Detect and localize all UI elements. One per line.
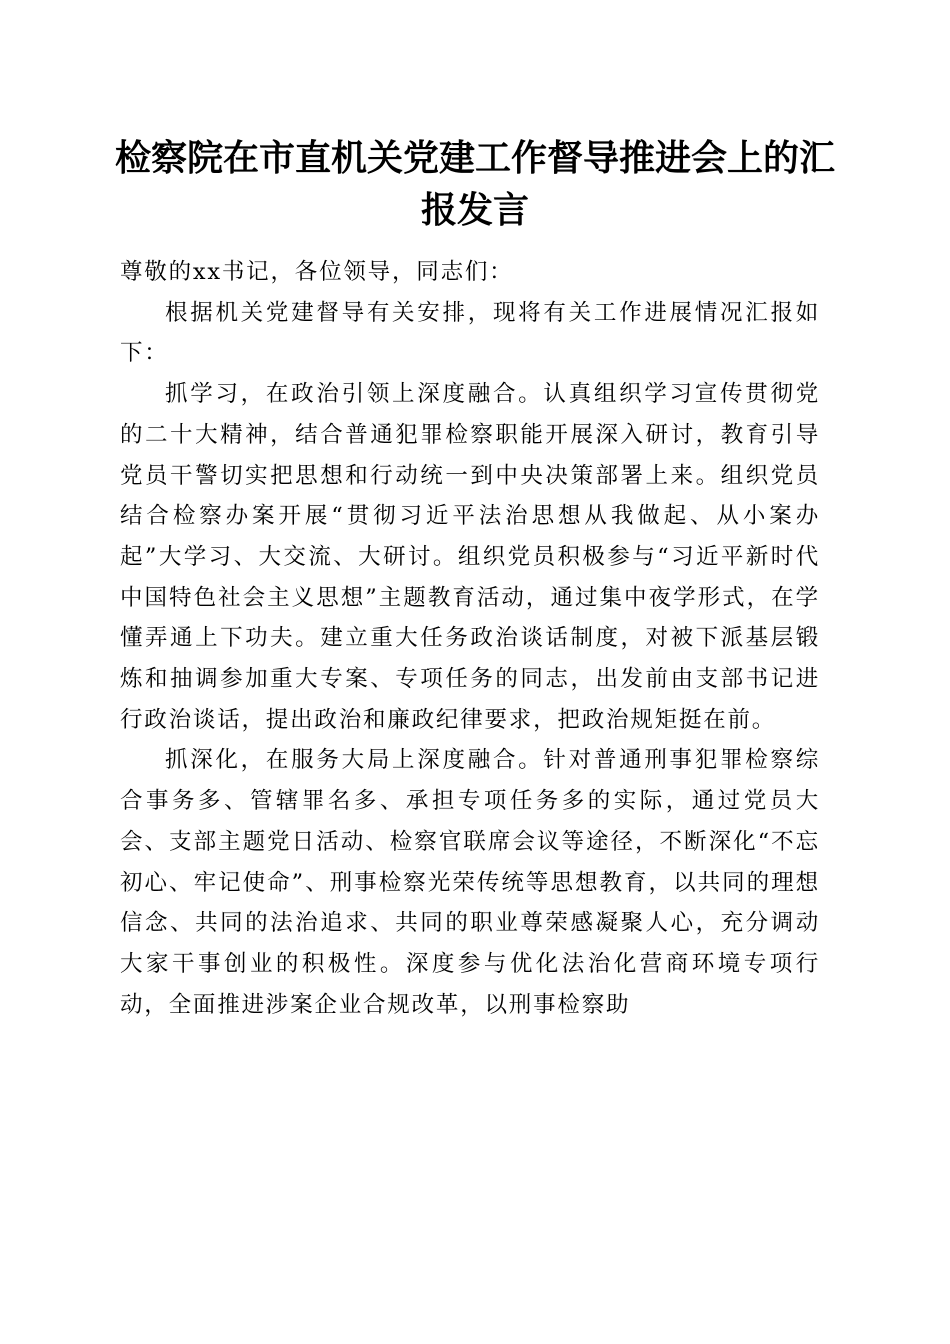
document-body <box>120 252 820 1025</box>
document-title: 检察院在市直机关党建工作督导推进会上的汇报发言 <box>114 137 835 231</box>
paragraph-study: 抓学习，在政治引领上深度融合。认真组织学习宣传贯彻党的二十大精神，结合普通犯罪检察职能开展深入研讨，教育引导党员干警切实把思想和行动统一到中央决策部署上来。组织党员结合检察办案开展“贯彻习近平法治思想从我做起、从小案办起”大学习、大交流、大研讨。组织党员积极参与“习近平新时代中国特色社会主义思想”主题教育活动，通过集中夜学形式，在学懂弄通上下功夫。建立重大任务政治谈话制度，对被下派基层锻炼和抽调参加重大专案、专项任务的同志，出发前由支部书记进行政治谈话，提出政治和廉政纪律要求，把政治规矩挺在前。 <box>120 381 820 733</box>
paragraph-intro: 根据机关党建督导有关安排，现将有关工作进展情况汇报如下： <box>120 299 820 367</box>
paragraph-deepen: 抓深化，在服务大局上深度融合。针对普通刑事犯罪检察综合事务多、管辖罪名多、承担专项任务多的实际，通过党员大会、支部主题党日活动、检察官联席会议等途径，不断深化“不忘初心、牢记使命”、刑事检察光荣传统等思想教育，以共同的理想信念、共同的法治追求、共同的职业尊荣感凝聚人心，充分调动大家干事创业的积极性。深度参与优化法治化营商环境专项行动，全面推进涉案企业合规改革，以刑事检察助 <box>120 747 820 1018</box>
salutation: 尊敬的xx书记，各位领导，同志们： <box>120 259 514 285</box>
